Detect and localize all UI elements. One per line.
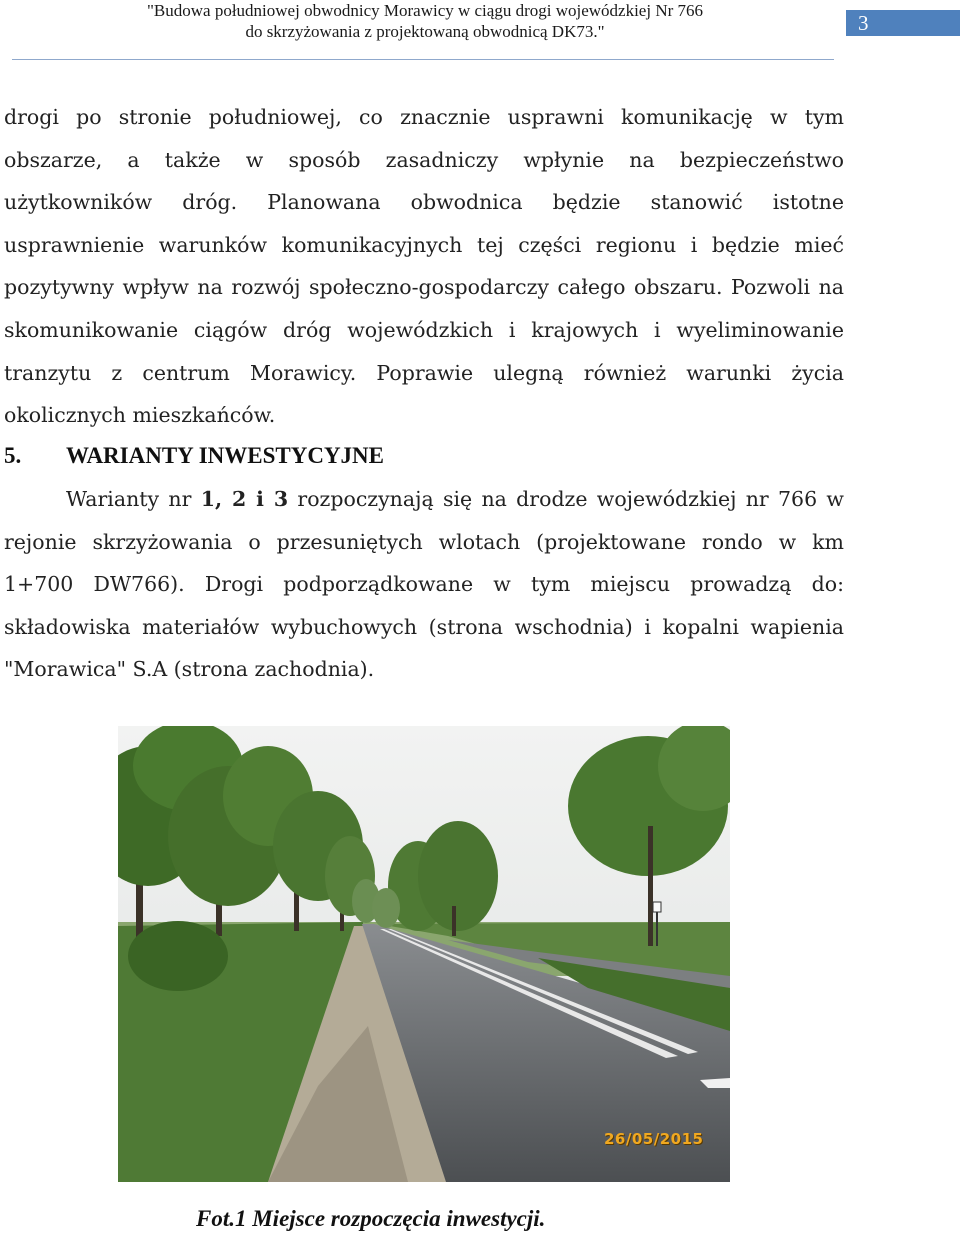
document-title-line-1: "Budowa południowej obwodnicy Morawicy w ciągu drogi wojewódzkiej Nr 766: [146, 1, 704, 20]
section-number: 5.: [4, 443, 22, 468]
section-heading: [4, 436, 844, 476]
variants-numbers: 1, 2 i 3: [200, 487, 289, 511]
header-divider: [12, 59, 834, 60]
intro-paragraph: drogi po stronie południowej, co znacznie usprawni komunikację w tym obszarze, a także w sposób zasadniczy wpłynie na bezpieczeństwo użytkowników dróg. Planowana obwodnica będzie stanowić istotne usprawnienie warunków komunikacyjnych tej części regionu i będzie mieć pozytywny wpływ na rozwój społeczno-gospodarczy całego obszaru. Pozwoli na skomunikowanie ciągów dróg wojewódzkich i krajowych i wyeliminowanie tranzytu z centrum Morawicy. Poprawie ulegną również warunki życia okolicznych mieszkańców.: [4, 105, 844, 428]
document-title: [90, 0, 760, 42]
variants-lead: Warianty nr: [66, 487, 201, 511]
road-photo-illustration: [118, 726, 730, 1182]
variants-rest: rozpoczynają się na drodze wojewódzkiej nr 766 w rejonie skrzyżowania o przesuniętych wlotach (projektowane rondo w km 1+700 DW766). Drogi podporządkowane w tym miejscu prowadzą do: składowiska materiałów wybuchowych (strona wschodnia) i kopalni wapienia "Morawica" S.A (strona zachodnia).: [4, 487, 844, 682]
variants-paragraph: [4, 478, 844, 691]
document-title-line-2: do skrzyżowania z projektowaną obwodnicą DK73.": [245, 22, 605, 41]
page-number-badge: 3: [846, 10, 960, 36]
section-title: WARIANTY INWESTYCYJNE: [66, 443, 385, 468]
photo-date-stamp: 26/05/2015: [604, 1130, 704, 1148]
page-header: [0, 0, 960, 64]
photo-caption: Fot.1 Miejsce rozpoczęcia inwestycji.: [196, 1206, 546, 1231]
road-photo: [118, 726, 730, 1182]
